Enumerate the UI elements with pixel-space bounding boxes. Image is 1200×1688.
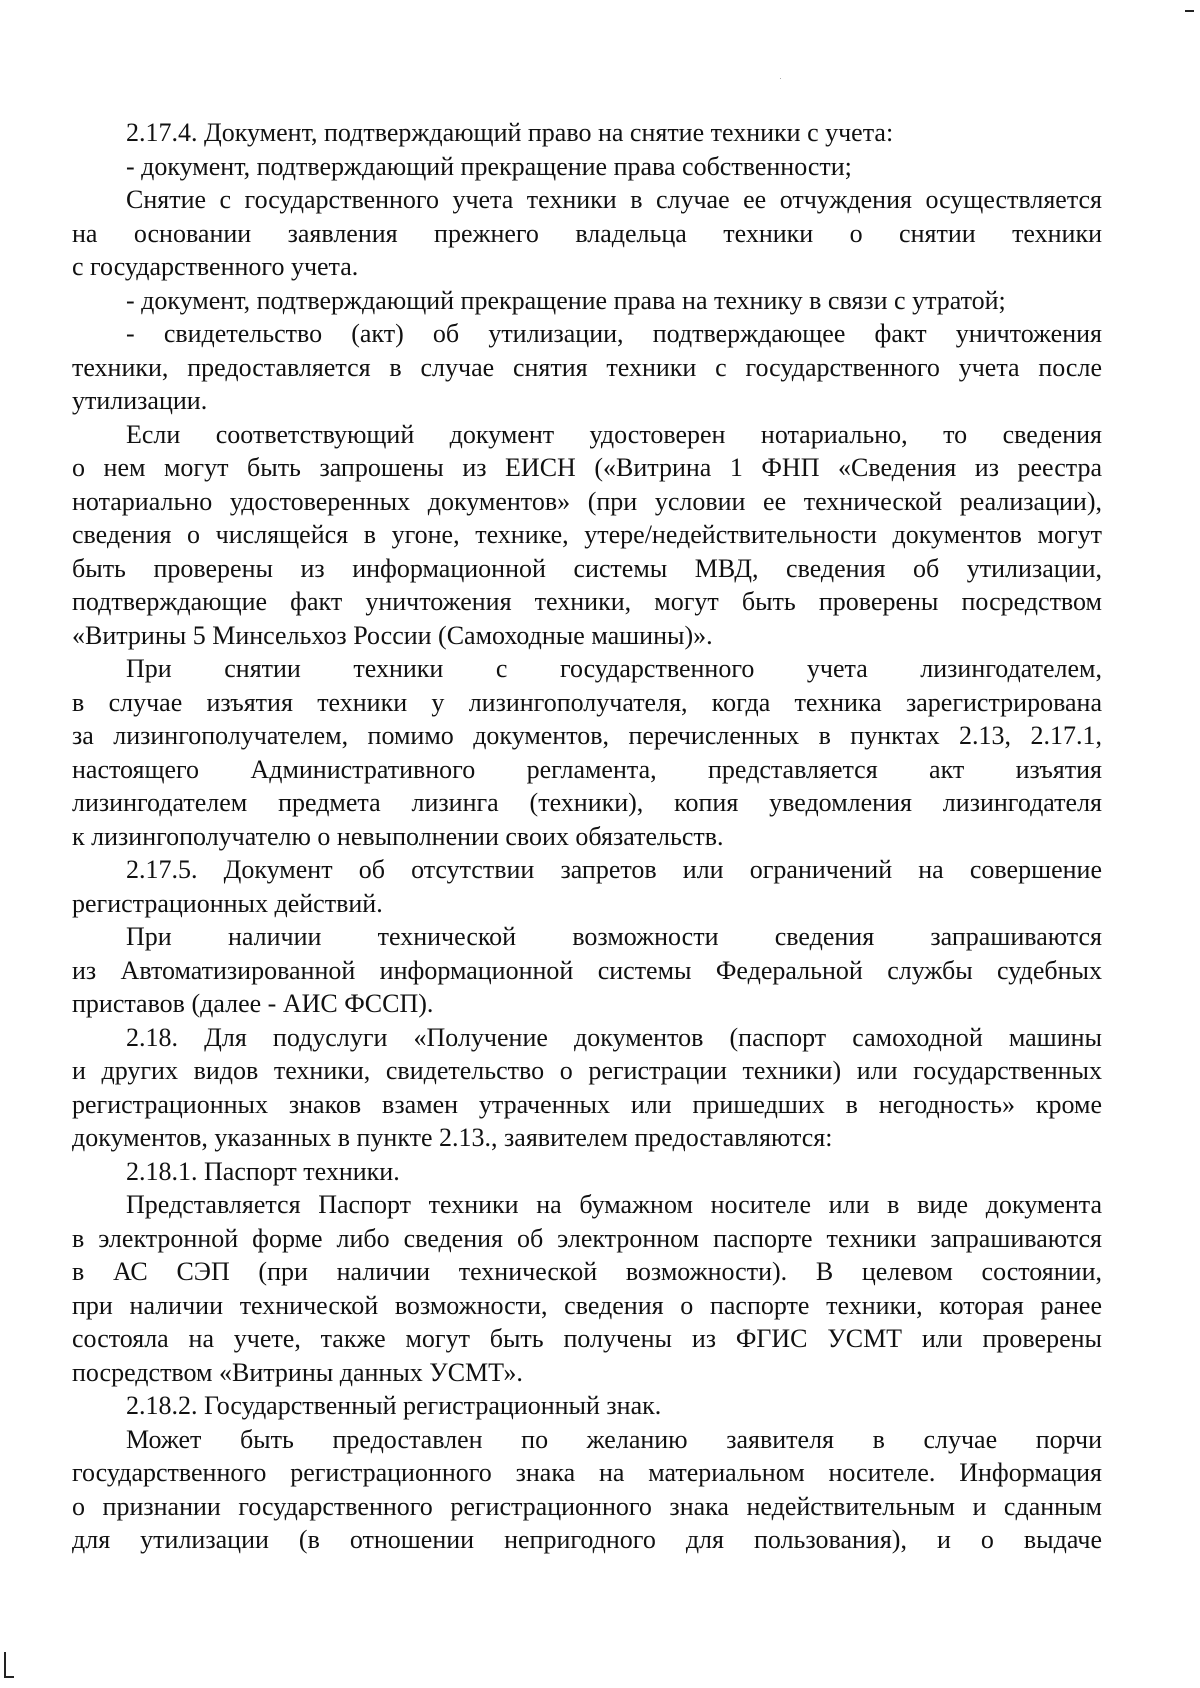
document-line: Представляется Паспорт техники на бумажном носителе или в виде документа [126,1190,1102,1219]
document-line: При наличии технической возможности сведения запрашиваются [126,922,1102,951]
document-line: государственного регистрационного знака на материальном носителе. Информация [72,1458,1102,1487]
document-line: о признании государственного регистрационного знака недействительным и сданным [72,1491,1102,1521]
document-line: техники, предоставляется в случае снятия техники с государственного учета после [72,352,1102,382]
document-line: При снятии техники с государственного учета лизингодателем, [126,654,1102,683]
document-line: Если соответствующий документ удостоверен нотариально, то сведения [126,419,1102,449]
document-line: в электронной форме либо сведения об электронном паспорте техники запрашиваются [72,1223,1102,1253]
document-line: сведения о числящейся в угоне, технике, утере/недействительности документов могут [72,520,1102,549]
document-line: Может быть предоставлен по желанию заявителя в случае порчи [126,1424,1102,1454]
document-line: нотариально удостоверенных документов» (при условии ее технической реализации), [72,486,1102,516]
document-line: приставов (далее - АИС ФССП). [72,989,434,1018]
document-line: состояла на учете, также могут быть получены из ФГИС УСМТ или проверены [72,1324,1102,1353]
document-line: о нем могут быть запрошены из ЕИСН («Витрина 1 ФНП «Сведения из реестра [72,453,1102,482]
document-line: - свидетельство (акт) об утилизации, подтверждающее факт уничтожения [126,319,1102,348]
document-line: в АС СЭП (при наличии технической возможности). В целевом состоянии, [72,1257,1102,1286]
document-body [72,116,1102,1557]
document-line: на основании заявления прежнего владельца техники о снятии техники [72,218,1102,248]
document-line: 2.18.1. Паспорт техники. [126,1156,400,1186]
document-line: - документ, подтверждающий прекращение права собственности; [126,151,852,181]
document-line: из Автоматизированной информационной системы Федеральной службы судебных [72,955,1102,985]
document-line: Снятие с государственного учета техники в случае ее отчуждения осуществляется [126,185,1102,214]
scan-edge-mark [1185,10,1194,12]
document-line: регистрационных действий. [72,888,383,918]
document-line: к лизингополучателю о невыполнении своих обязательств. [72,821,724,851]
scan-speck [780,78,781,79]
document-line: утилизации. [72,386,208,415]
document-line: за лизингополучателем, помимо документов, перечисленных в пунктах 2.13, 2.17.1, [72,721,1102,750]
document-line: с государственного учета. [72,252,359,281]
document-line: 2.17.5. Документ об отсутствии запретов или ограничений на совершение [126,855,1102,884]
document-line: - документ, подтверждающий прекращение права на технику в связи с утратой; [126,285,1006,315]
document-line: 2.18.2. Государственный регистрационный знак. [126,1391,662,1420]
document-line: «Витрины 5 Минсельхоз России (Самоходные машины)». [72,620,713,650]
document-line: посредством «Витрины данных УСМТ». [72,1357,523,1387]
document-line: при наличии технической возможности, сведения о паспорте техники, которая ранее [72,1290,1102,1320]
document-line: для утилизации (в отношении непригодного для пользования), и о выдаче [72,1525,1102,1554]
document-line: в случае изъятия техники у лизингополучателя, когда техника зарегистрирована [72,687,1102,717]
scan-corner-mark [4,1652,6,1678]
document-line: подтверждающие факт уничтожения техники, могут быть проверены посредством [72,587,1102,616]
document-line: настоящего Административного регламента, представляется акт изъятия [72,754,1102,784]
document-line: документов, указанных в пункте 2.13., заявителем предоставляются: [72,1123,833,1152]
document-line: регистрационных знаков взамен утраченных или пришедших в негодность» кроме [72,1089,1102,1119]
document-line: лизингодателем предмета лизинга (техники), копия уведомления лизингодателя [72,788,1102,817]
document-line: 2.17.4. Документ, подтверждающий право на снятие техники с учета: [126,118,894,147]
document-line: 2.18. Для подуслуги «Получение документов (паспорт самоходной машины [126,1022,1102,1052]
document-line: быть проверены из информационной системы МВД, сведения об утилизации, [72,553,1102,583]
document-line: и других видов техники, свидетельство о регистрации техники) или государственных [72,1056,1102,1085]
